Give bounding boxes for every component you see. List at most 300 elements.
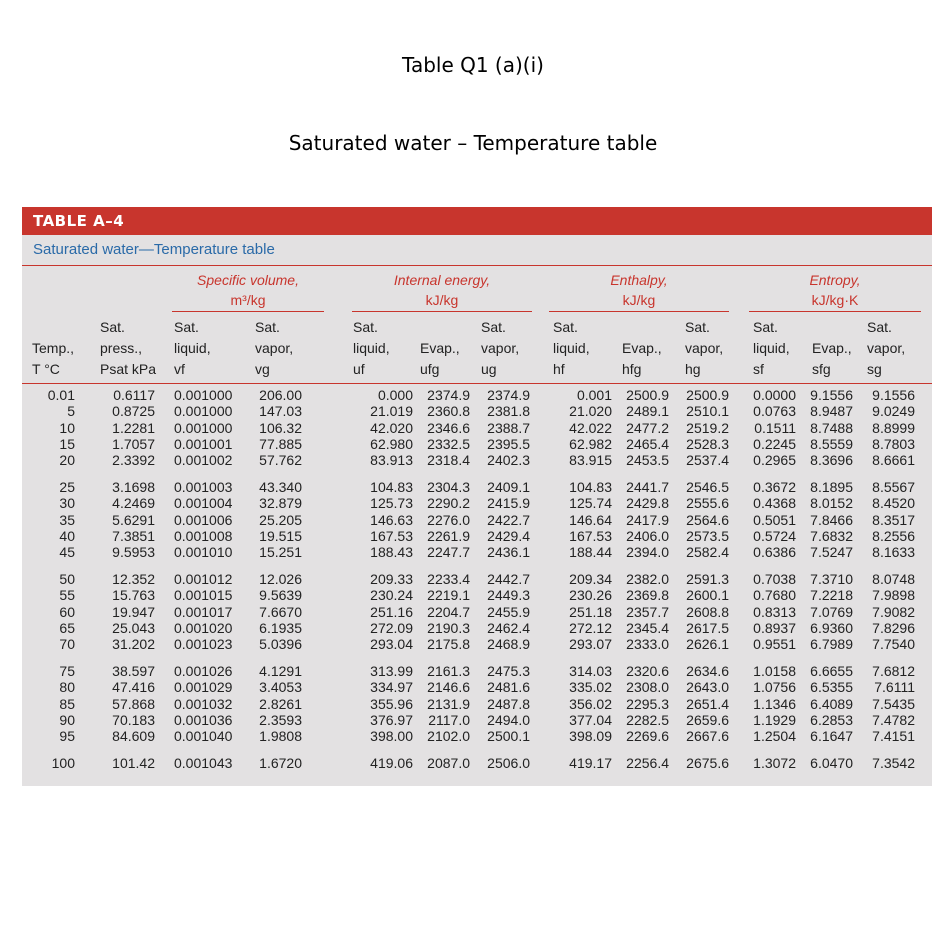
table-cell: 209.33: [370, 571, 413, 587]
table-cell: 1.7057: [112, 435, 155, 452]
table-cell: 2102.0: [427, 728, 470, 745]
table-cell: 6.9360: [810, 619, 853, 636]
table-cell: 45: [59, 544, 75, 561]
table-cell: 2233.4: [427, 571, 470, 587]
group-header-enthalpy: [549, 270, 729, 310]
table-cell: 2394.0: [626, 544, 669, 561]
table-cell: 104.83: [569, 479, 612, 495]
table-cell: 5.0396: [259, 636, 302, 653]
table-cell: 1.1929: [753, 711, 796, 728]
column-header-1-line-2: Temp.,: [32, 340, 75, 356]
table-cell: 2659.6: [686, 711, 729, 728]
table-cell: 50: [59, 571, 75, 587]
table-cell: 6.4089: [810, 695, 853, 712]
table-cell: 7.5435: [872, 695, 915, 712]
table-cell: 8.5567: [872, 479, 915, 495]
group-unit: m³/kg: [230, 292, 266, 308]
table-cell: 2357.7: [626, 603, 669, 620]
table-cell: 7.8466: [810, 511, 853, 528]
table-cell: 2332.5: [427, 435, 470, 452]
table-cell: 83.913: [370, 452, 413, 469]
table-cell: 6.1935: [259, 619, 302, 636]
table-cell: 10: [59, 419, 75, 436]
table-cell: 2219.1: [427, 587, 470, 604]
table-cell: 2117.0: [428, 711, 470, 728]
caption-divider: [22, 265, 932, 266]
table-cell: 2489.1: [626, 403, 669, 420]
column-header-12-line-3: sfg: [812, 361, 831, 377]
table-cell: 0.6117: [113, 387, 155, 403]
table-cell: 42.022: [569, 419, 612, 436]
table-cell: 2465.4: [626, 435, 669, 452]
table-cell: 19.515: [259, 527, 302, 544]
table-cell: 0.001023: [174, 636, 233, 653]
table-cell: 6.5355: [810, 679, 853, 696]
table-cell: 85: [59, 695, 75, 712]
table-cell: 32.879: [259, 495, 302, 512]
table-cell: 100: [51, 755, 75, 771]
table-cell: 62.980: [370, 435, 413, 452]
table-cell: 2608.8: [686, 603, 729, 620]
table-cell: 20: [59, 452, 75, 469]
table-cell: 167.53: [569, 527, 612, 544]
table-cell: 0.9551: [753, 636, 796, 653]
table-cell: 3.4053: [259, 679, 302, 696]
column-header-1-line-3: T °C: [32, 361, 60, 377]
table-cell: 314.03: [569, 663, 612, 679]
table-label-bar: [22, 207, 932, 235]
table-cell: 104.83: [370, 479, 413, 495]
table-cell: 70: [59, 636, 75, 653]
table-cell: 38.597: [112, 663, 155, 679]
table-cell: 8.5559: [810, 435, 853, 452]
table-cell: 2436.1: [487, 544, 530, 561]
table-cell: 0.001015: [174, 587, 233, 604]
table-cell: 0.001002: [174, 452, 233, 469]
table-cell: 25.043: [112, 619, 155, 636]
table-cell: 2651.4: [686, 695, 729, 712]
table-cell: 2261.9: [427, 527, 470, 544]
column-header-4-line-2: vapor,: [255, 340, 294, 356]
table-cell: 2406.0: [626, 527, 669, 544]
table-cell: 2429.4: [487, 527, 530, 544]
table-cell: 5: [67, 403, 75, 420]
table-cell: 398.09: [569, 728, 612, 745]
table-cell: 2345.4: [626, 619, 669, 636]
table-cell: 2582.4: [686, 544, 729, 561]
table-cell: 57.762: [259, 452, 302, 469]
table-caption: Saturated water—Temperature table: [33, 241, 275, 258]
table-cell: 106.32: [259, 419, 302, 436]
table-cell: 0.001001: [174, 435, 233, 452]
table-cell: 2304.3: [427, 479, 470, 495]
table-cell: 2402.3: [487, 452, 530, 469]
table-cell: 65: [59, 619, 75, 636]
column-header-10-line-1: Sat.: [685, 319, 710, 335]
table-cell: 101.42: [112, 755, 155, 771]
table-cell: 0.1511: [754, 419, 796, 436]
table-cell: 7.6670: [259, 603, 302, 620]
table-cell: 4.1291: [259, 663, 302, 679]
table-cell: 7.2218: [810, 587, 853, 604]
table-cell: 8.1633: [872, 544, 915, 561]
table-cell: 7.6111: [874, 679, 915, 696]
table-cell: 95: [59, 728, 75, 745]
table-cell: 2475.3: [487, 663, 530, 679]
table-cell: 8.8999: [872, 419, 915, 436]
table-cell: 293.07: [569, 636, 612, 653]
table-cell: 2429.8: [626, 495, 669, 512]
table-cell: 90: [59, 711, 75, 728]
table-cell: 2487.8: [487, 695, 530, 712]
table-cell: 2441.7: [626, 479, 669, 495]
table-cell: 7.6812: [872, 663, 915, 679]
table-cell: 0.5724: [753, 527, 796, 544]
table-cell: 2481.6: [487, 679, 530, 696]
table-cell: 206.00: [259, 387, 302, 403]
table-cell: 0.001003: [174, 479, 233, 495]
table-cell: 2500.9: [686, 387, 729, 403]
table-cell: 2500.1: [487, 728, 530, 745]
table-cell: 313.99: [370, 663, 413, 679]
table-cell: 30: [59, 495, 75, 512]
column-header-13-line-2: vapor,: [867, 340, 906, 356]
table-cell: 0.001010: [174, 544, 233, 561]
table-cell: 42.020: [370, 419, 413, 436]
column-header-2-line-3: Psat kPa: [100, 361, 157, 377]
table-cell: 167.53: [370, 527, 413, 544]
table-cell: 209.34: [569, 571, 612, 587]
table-cell: 2276.0: [427, 511, 470, 528]
page-title: Table Q1 (a)(i): [402, 53, 544, 77]
table-cell: 251.16: [370, 603, 413, 620]
table-cell: 7.3542: [872, 755, 915, 771]
table-cell: 2333.0: [626, 636, 669, 653]
table-cell: 21.019: [370, 403, 413, 420]
column-header-2-line-1: Sat.: [100, 319, 125, 335]
table-cell: 2528.3: [686, 435, 729, 452]
table-cell: 2346.6: [427, 419, 470, 436]
table-cell: 60: [59, 603, 75, 620]
column-header-9-line-2: Evap.,: [622, 340, 662, 356]
column-header-8-line-2: liquid,: [553, 340, 590, 356]
table-cell: 7.6832: [810, 527, 853, 544]
table-cell: 2462.4: [487, 619, 530, 636]
table-cell: 3.1698: [112, 479, 155, 495]
table-cell: 2282.5: [626, 711, 669, 728]
group-rule: [749, 311, 921, 312]
table-cell: 0.001026: [174, 663, 233, 679]
column-header-7-line-2: vapor,: [481, 340, 520, 356]
table-cell: 2395.5: [487, 435, 530, 452]
table-cell: 0.001040: [174, 728, 233, 745]
table-cell: 0.001043: [174, 755, 233, 771]
table-cell: 6.7989: [810, 636, 853, 653]
table-cell: 8.2556: [872, 527, 915, 544]
table-cell: 6.0470: [810, 755, 853, 771]
group-unit: kJ/kg·K: [811, 292, 859, 308]
table-cell: 0.001032: [174, 695, 233, 712]
table-cell: 7.4151: [872, 728, 915, 745]
table-cell: 2422.7: [487, 511, 530, 528]
table-cell: 62.982: [569, 435, 612, 452]
table-cell: 1.0158: [753, 663, 796, 679]
table-cell: 230.24: [370, 587, 413, 604]
table-cell: 376.97: [370, 711, 413, 728]
column-header-10-line-2: vapor,: [685, 340, 724, 356]
table-cell: 0.0000: [753, 387, 796, 403]
column-header-8-line-1: Sat.: [553, 319, 578, 335]
table-cell: 0.001000: [174, 419, 233, 436]
table-cell: 2442.7: [487, 571, 530, 587]
table-cell: 2667.6: [686, 728, 729, 745]
table-cell: 2494.0: [487, 711, 530, 728]
table-cell: 2382.0: [626, 571, 669, 587]
table-cell: 2546.5: [686, 479, 729, 495]
table-cell: 147.03: [259, 403, 302, 420]
group-name: Entropy,: [809, 272, 861, 288]
column-header-4-line-3: vg: [255, 361, 270, 377]
table-cell: 8.1895: [810, 479, 853, 495]
table-cell: 0.001012: [174, 571, 233, 587]
group-header-entropy: [749, 270, 921, 310]
column-header-10-line-3: hg: [685, 361, 701, 377]
table-cell: 0.01: [47, 387, 75, 403]
table-cell: 0.7680: [753, 587, 796, 604]
table-cell: 1.9808: [259, 728, 302, 745]
table-cell: 2146.6: [427, 679, 470, 696]
table-cell: 70.183: [112, 711, 155, 728]
steam-table: [22, 207, 932, 786]
table-cell: 2308.0: [626, 679, 669, 696]
table-cell: 0.2245: [753, 435, 796, 452]
column-header-3-line-2: liquid,: [174, 340, 211, 356]
table-cell: 43.340: [259, 479, 302, 495]
table-cell: 2320.6: [626, 663, 669, 679]
table-cell: 57.868: [112, 695, 155, 712]
table-cell: 1.6720: [259, 755, 302, 771]
column-header-8-line-3: hf: [553, 361, 565, 377]
column-header-3-line-3: vf: [174, 361, 185, 377]
column-header-13-line-3: sg: [867, 361, 882, 377]
table-cell: 55: [59, 587, 75, 604]
table-cell: 2675.6: [686, 755, 729, 771]
table-cell: 9.1556: [872, 387, 915, 403]
table-cell: 12.026: [259, 571, 302, 587]
table-cell: 0.5051: [753, 511, 796, 528]
table-cell: 1.1346: [753, 695, 796, 712]
table-cell: 2453.5: [626, 452, 669, 469]
column-header-4-line-1: Sat.: [255, 319, 280, 335]
group-rule: [549, 311, 729, 312]
table-cell: 2369.8: [626, 587, 669, 604]
column-header-3-line-1: Sat.: [174, 319, 199, 335]
table-cell: 7.0769: [810, 603, 853, 620]
table-cell: 2.8261: [259, 695, 302, 712]
table-cell: 272.12: [569, 619, 612, 636]
table-cell: 2564.6: [686, 511, 729, 528]
table-cell: 9.1556: [810, 387, 853, 403]
table-cell: 19.947: [112, 603, 155, 620]
table-cell: 2537.4: [686, 452, 729, 469]
column-header-2-line-2: press.,: [100, 340, 143, 356]
table-cell: 7.4782: [872, 711, 915, 728]
table-cell: 2381.8: [487, 403, 530, 420]
table-cell: 0.8313: [753, 603, 796, 620]
table-cell: 146.64: [569, 511, 612, 528]
table-cell: 25.205: [259, 511, 302, 528]
table-cell: 8.3696: [810, 452, 853, 469]
column-header-7-line-3: ug: [481, 361, 497, 377]
table-cell: 35: [59, 511, 75, 528]
column-header-11-line-3: sf: [753, 361, 764, 377]
table-cell: 2290.2: [427, 495, 470, 512]
table-cell: 334.97: [370, 679, 413, 696]
table-cell: 2506.0: [487, 755, 530, 771]
table-cell: 2449.3: [487, 587, 530, 604]
table-cell: 125.74: [569, 495, 612, 512]
table-cell: 7.5247: [810, 544, 853, 561]
table-cell: 1.3072: [753, 755, 796, 771]
table-cell: 2477.2: [626, 419, 669, 436]
table-cell: 2415.9: [487, 495, 530, 512]
table-cell: 2269.6: [626, 728, 669, 745]
table-cell: 8.7803: [872, 435, 915, 452]
table-cell: 0.001006: [174, 511, 233, 528]
table-cell: 0.001029: [174, 679, 233, 696]
table-cell: 356.02: [569, 695, 612, 712]
table-cell: 75: [59, 663, 75, 679]
column-header-5-line-3: uf: [353, 361, 365, 377]
table-cell: 188.44: [569, 544, 612, 561]
table-cell: 0.001000: [174, 403, 233, 420]
column-header-13-line-1: Sat.: [867, 319, 892, 335]
table-cell: 2643.0: [686, 679, 729, 696]
table-cell: 0.001008: [174, 527, 233, 544]
table-cell: 2295.3: [626, 695, 669, 712]
table-cell: 2617.5: [686, 619, 729, 636]
column-header-9-line-3: hfg: [622, 361, 642, 377]
header-divider: [22, 383, 932, 384]
table-cell: 31.202: [112, 636, 155, 653]
table-cell: 188.43: [370, 544, 413, 561]
column-header-5-line-1: Sat.: [353, 319, 378, 335]
table-cell: 84.609: [112, 728, 155, 745]
group-header-specific-volume: [172, 270, 324, 310]
table-cell: 83.915: [569, 452, 612, 469]
table-cell: 419.17: [569, 755, 612, 771]
table-cell: 0.7038: [753, 571, 796, 587]
table-cell: 2360.8: [427, 403, 470, 420]
table-cell: 7.9082: [872, 603, 915, 620]
table-cell: 1.0756: [753, 679, 796, 696]
table-cell: 8.0748: [872, 571, 915, 587]
page-subtitle: Saturated water – Temperature table: [288, 131, 658, 155]
table-cell: 0.8725: [112, 403, 155, 420]
table-cell: 2.3392: [112, 452, 155, 469]
table-cell: 8.4520: [872, 495, 915, 512]
table-label: TABLE A–4: [33, 212, 125, 230]
table-cell: 125.73: [370, 495, 413, 512]
table-cell: 1.2504: [753, 728, 796, 745]
table-cell: 2417.9: [626, 511, 669, 528]
column-header-7-line-1: Sat.: [481, 319, 506, 335]
column-header-11-line-2: liquid,: [753, 340, 790, 356]
group-unit: kJ/kg: [425, 292, 459, 308]
table-cell: 6.2853: [810, 711, 853, 728]
table-cell: 21.020: [569, 403, 612, 420]
table-cell: 2510.1: [686, 403, 729, 420]
table-cell: 2468.9: [487, 636, 530, 653]
table-cell: 355.96: [370, 695, 413, 712]
table-cell: 7.7540: [872, 636, 915, 653]
table-cell: 2626.1: [686, 636, 729, 653]
group-header-internal-energy: [352, 270, 532, 310]
table-cell: 0.001: [576, 387, 612, 403]
table-cell: 15: [59, 435, 75, 452]
table-cell: 0.001000: [174, 387, 233, 403]
table-cell: 8.3517: [872, 511, 915, 528]
table-cell: 0.001017: [174, 603, 233, 620]
table-cell: 2190.3: [427, 619, 470, 636]
table-cell: 9.5953: [112, 544, 155, 561]
group-name: Specific volume,: [197, 272, 299, 288]
table-cell: 335.02: [569, 679, 612, 696]
group-rule: [172, 311, 324, 312]
group-name: Enthalpy,: [610, 272, 668, 288]
table-cell: 0.6386: [753, 544, 796, 561]
table-cell: 0.3672: [753, 479, 796, 495]
table-cell: 1.2281: [112, 419, 155, 436]
table-cell: 419.06: [370, 755, 413, 771]
table-cell: 4.2469: [112, 495, 155, 512]
table-cell: 15.763: [112, 587, 155, 604]
table-cell: 7.3710: [810, 571, 853, 587]
column-header-5-line-2: liquid,: [353, 340, 390, 356]
table-cell: 8.7488: [810, 419, 853, 436]
table-cell: 0.0763: [753, 403, 796, 420]
column-header-11-line-1: Sat.: [753, 319, 778, 335]
table-cell: 2.3593: [259, 711, 302, 728]
table-cell: 15.251: [259, 544, 302, 561]
table-cell: 2161.3: [427, 663, 470, 679]
table-cell: 47.416: [112, 679, 155, 696]
table-cell: 2455.9: [487, 603, 530, 620]
table-cell: 2256.4: [626, 755, 669, 771]
table-cell: 9.5639: [259, 587, 302, 604]
table-cell: 0.000: [377, 387, 413, 403]
table-cell: 2388.7: [487, 419, 530, 436]
table-cell: 2555.6: [686, 495, 729, 512]
table-cell: 8.6661: [872, 452, 915, 469]
table-cell: 12.352: [112, 571, 155, 587]
table-cell: 230.26: [569, 587, 612, 604]
group-rule: [352, 311, 532, 312]
column-header-6-line-3: ufg: [420, 361, 440, 377]
table-cell: 272.09: [370, 619, 413, 636]
table-cell: 2175.8: [427, 636, 470, 653]
table-cell: 2591.3: [686, 571, 729, 587]
table-cell: 6.6655: [810, 663, 853, 679]
table-cell: 293.04: [370, 636, 413, 653]
group-name: Internal energy,: [393, 272, 491, 288]
table-cell: 40: [59, 527, 75, 544]
table-cell: 0.001020: [174, 619, 233, 636]
table-cell: 80: [59, 679, 75, 696]
column-header-6-line-2: Evap.,: [420, 340, 460, 356]
table-cell: 2500.9: [626, 387, 669, 403]
table-cell: 6.1647: [810, 728, 853, 745]
